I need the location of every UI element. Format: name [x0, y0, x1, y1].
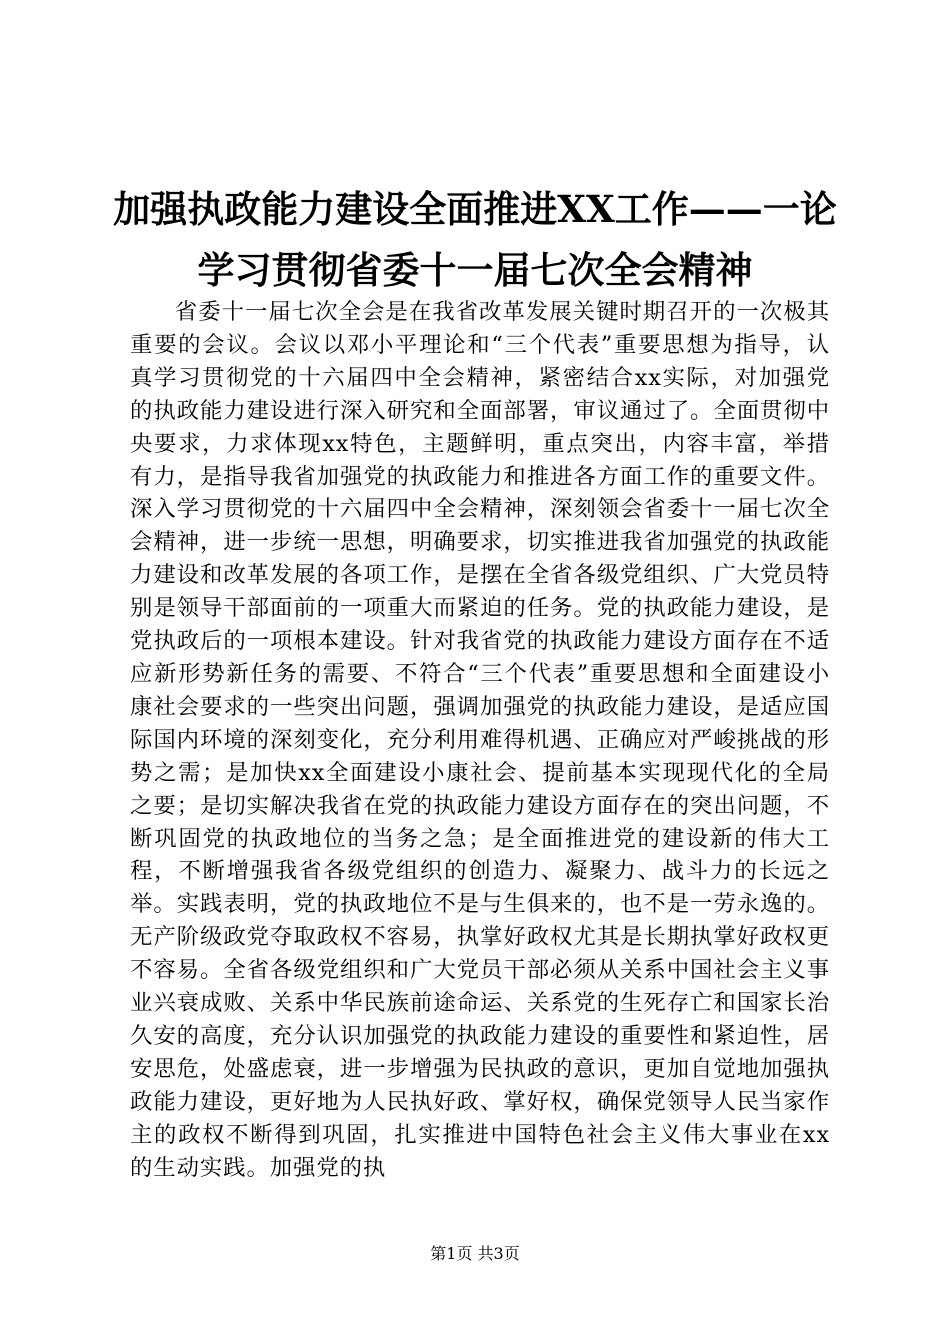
page-number-footer: 第1页 共3页 — [430, 1244, 520, 1263]
document-body-paragraph: 省委十一届七次全会是在我省改革发展关键时期召开的一次极其重要的会议。会议以邓小平理论和“三个代表”重要思想为指导，认真学习贯彻党的十六届四中全会精神，紧密结合xx实际，对加强党的执政能力建设进行深入研究和全面部署，审议通过了。全面贯彻中央要求，力求体现xx特色，主题鲜明，重点突出，内容丰富，举措有力，是指导我省加强党的执政能力和推进各方面工作的重要文件。深入学习贯彻党的十六届四中全会精神，深刻领会省委十一届七次全会精神，进一步统一思想，明确要求，切实推进我省加强党的执政能力建设和改革发展的各项工作，是摆在全省各级党组织、广大党员特别是领导干部面前的一项重大而紧迫的任务。党的执政能力建设，是党执政后的一项根本建设。针对我省党的执政能力建设方面存在不适应新形势新任务的需要、不符合“三个代表”重要思想和全面建设小康社会要求的一些突出问题，强调加强党的执政能力建设，是适应国际国内环境的深刻变化，充分利用难得机遇、正确应对严峻挑战的形势之需；是加快xx全面建设小康社会、提前基本实现现代化的全局之要；是切实解决我省在党的执政能力建设方面存在的突出问题，不断巩固党的执政地位的当务之急；是全面推进党的建设新的伟大工程，不断增强我省各级党组织的创造力、凝聚力、战斗力的长远之举。实践表明，党的执政地位不是与生俱来的，也不是一劳永逸的。无产阶级政党夺取政权不容易，执掌好政权尤其是长期执掌好政权更不容易。全省各级党组织和广大党员干部必须从关系中国社会主义事业兴衰成败、关系中华民族前途命运、关系党的生死存亡和国家长治久安的高度，充分认识加强党的执政能力建设的重要性和紧迫性，居安思危，处盛虑衰，进一步增强为民执政的意识，更加自觉地加强执政能力建设，更好地为人民执好政、掌好权，确保党领导人民当家作主的政权不断得到巩固，扎实推进中国特色社会主义伟大事业在xx的生动实践。加强党的执 — [130, 299, 830, 1181]
document-title-line2: 学习贯彻省委十一届七次全会精神 — [197, 248, 753, 292]
document-title-line1: 加强执政能力建设全面推进XX工作——一论 — [113, 187, 837, 231]
